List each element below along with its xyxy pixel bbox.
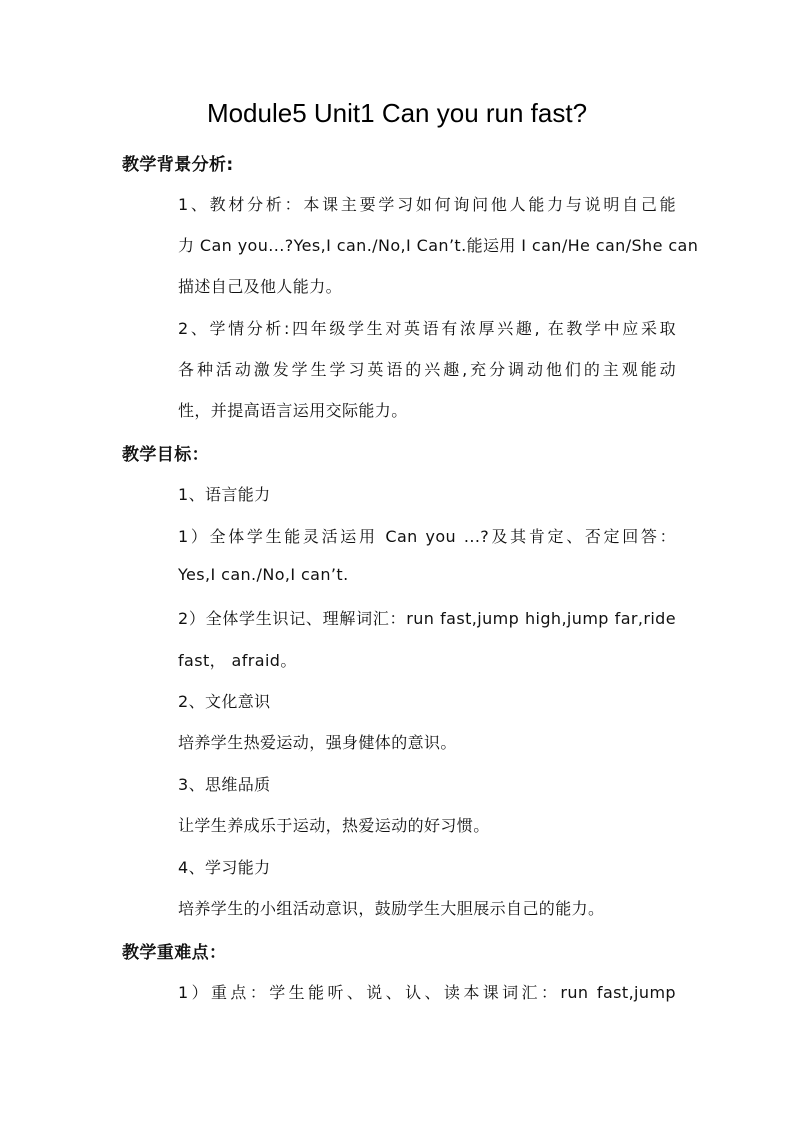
paragraph-line: 2）全体学生识记、理解词汇：run fast,jump high,jump far,ride	[178, 609, 676, 628]
paragraph-line: 2、学情分析:四年级学生对英语有浓厚兴趣, 在教学中应采取	[178, 319, 676, 338]
section-heading-goals: 教学目标：	[122, 445, 209, 465]
section-heading-keypoints: 教学重难点：	[122, 943, 227, 963]
paragraph-line: 1）全体学生能灵活运用 Can you ...?及其肯定、否定回答：	[178, 527, 676, 546]
paragraph-line: 1、教材分析：本课主要学习如何询问他人能力与说明自己能	[178, 195, 676, 214]
paragraph-line: 各种活动激发学生学习英语的兴趣,充分调动他们的主观能动	[178, 360, 676, 379]
subheading: 2、文化意识	[178, 692, 271, 711]
subheading: 1、语言能力	[178, 485, 271, 504]
paragraph-line: 培养学生的小组活动意识，鼓励学生大胆展示自己的能力。	[178, 899, 605, 918]
section-heading-background: 教学背景分析:	[122, 155, 234, 175]
paragraph-line: 性，并提高语言运用交际能力。	[178, 401, 408, 420]
paragraph-line: 描述自己及他人能力。	[178, 277, 343, 296]
paragraph-line: 1）重点：学生能听、说、认、读本课词汇：run fast,jump	[178, 983, 676, 1002]
document-title: Module5 Unit1 Can you run fast?	[206, 98, 588, 128]
paragraph-line: fast， afraid。	[178, 651, 297, 670]
paragraph-line: 培养学生热爱运动，强身健体的意识。	[178, 733, 457, 752]
paragraph-line: Yes,I can./No,I can’t.	[178, 565, 349, 584]
subheading: 3、思维品质	[178, 775, 271, 794]
subheading: 4、学习能力	[178, 858, 271, 877]
paragraph-line: 让学生养成乐于运动，热爱运动的好习惯。	[178, 816, 490, 835]
paragraph-line: 力 Can you...?Yes,I can./No,I Can’t.能运用 I can/He can/She can	[178, 236, 699, 255]
